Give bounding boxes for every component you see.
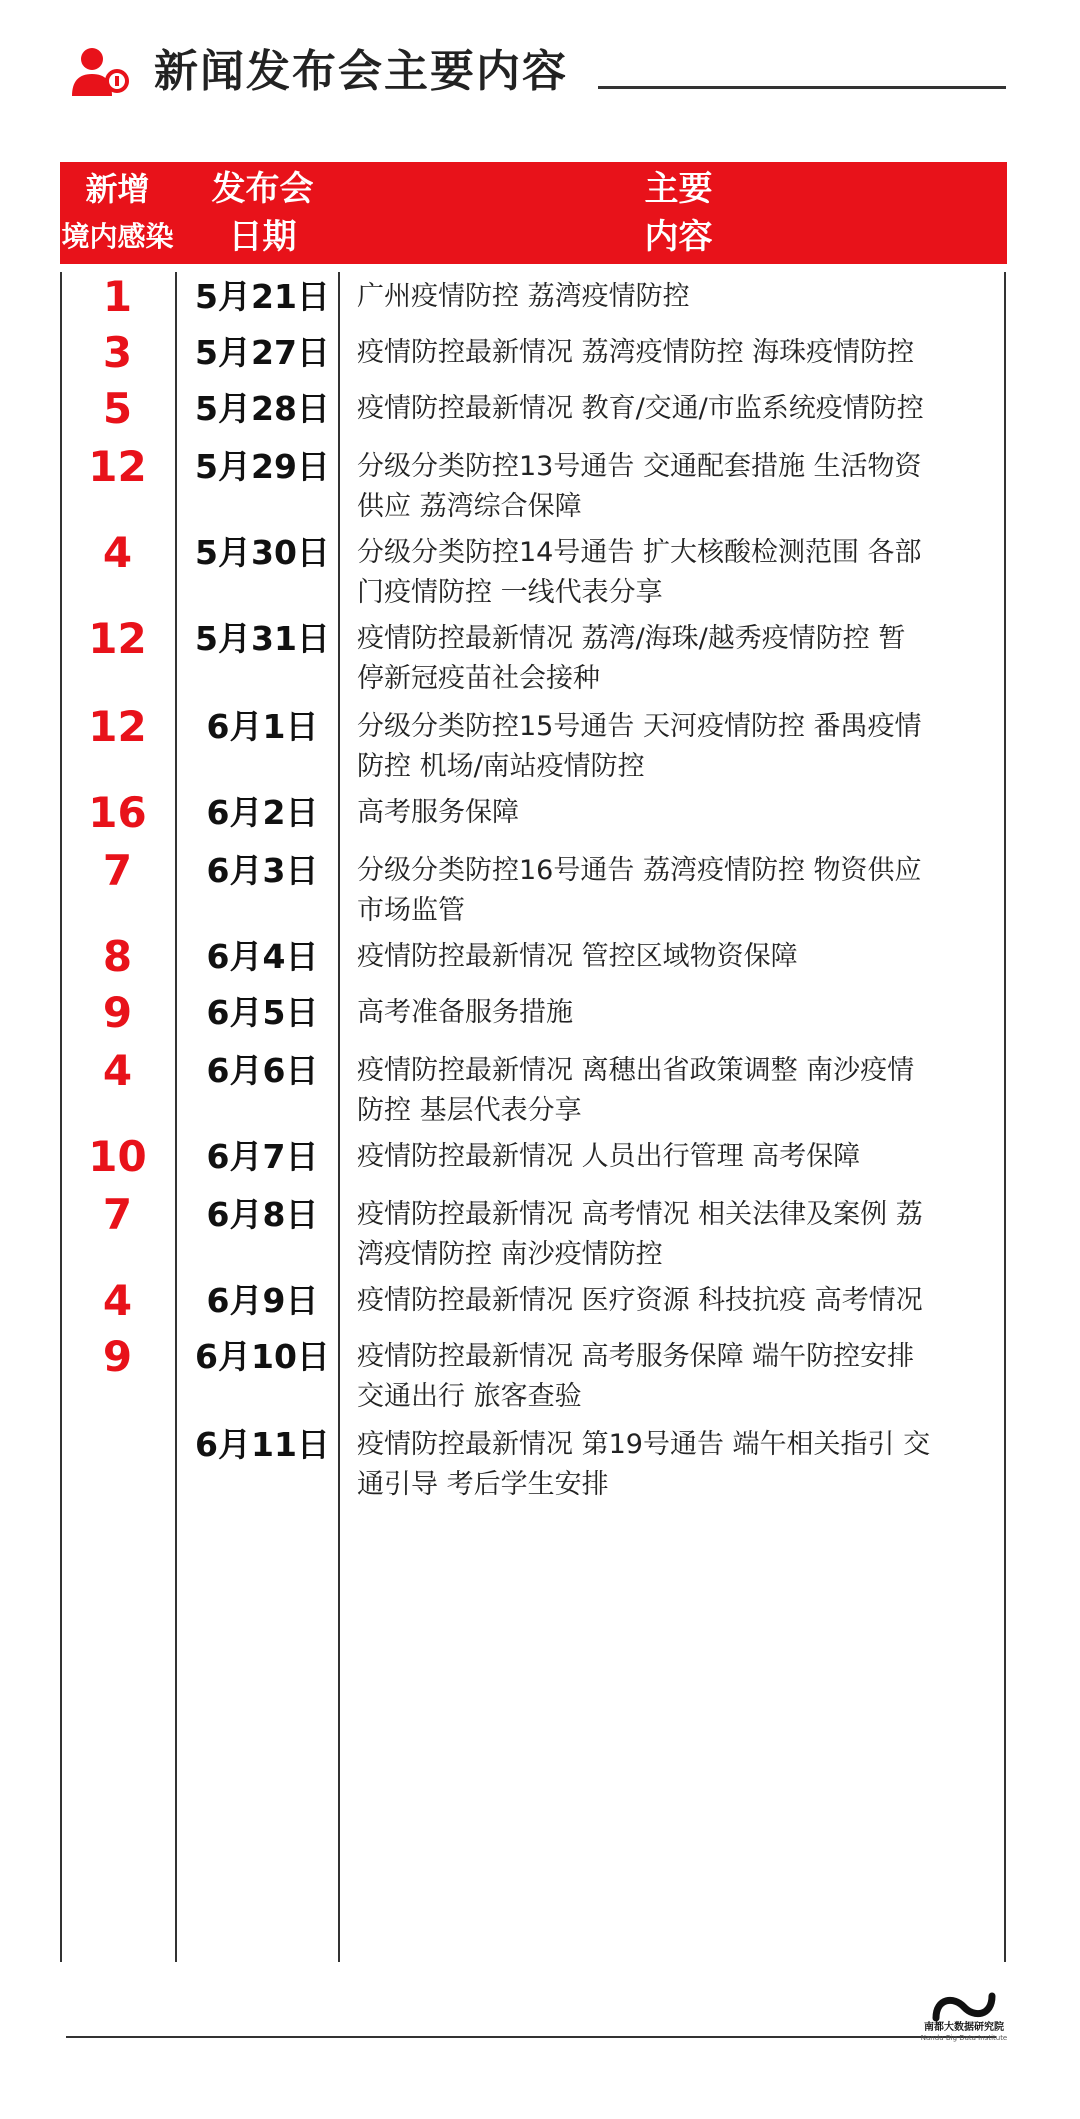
institute-logo <box>914 1992 1014 2054</box>
column-divider-1 <box>175 272 177 1962</box>
new-cases-value: 4 <box>102 1276 133 1325</box>
new-cases-value: 9 <box>102 988 133 1037</box>
content-line: 高考服务保障 <box>357 797 519 828</box>
nandu-logo-icon <box>932 1992 996 2022</box>
content-line: 供应 荔湾综合保障 <box>357 491 582 522</box>
content-line: 湾疫情防控 南沙疫情防控 <box>357 1239 663 1270</box>
press-conference-table <box>60 272 1007 1962</box>
content-line: 疫情防控最新情况 离穗出省政策调整 南沙疫情 <box>357 1055 915 1086</box>
conference-date: 6月5日 <box>206 993 319 1032</box>
conference-content <box>357 1190 992 1275</box>
conference-date: 6月2日 <box>206 793 319 832</box>
logo-name-cn: 南都大数据研究院 <box>924 2022 1004 2033</box>
conference-date: 6月3日 <box>206 851 319 890</box>
content-line: 交通出行 旅客查验 <box>357 1381 582 1412</box>
content-line: 门疫情防控 一线代表分享 <box>357 577 663 608</box>
conference-content <box>357 272 992 317</box>
conference-date: 5月29日 <box>195 447 330 486</box>
new-cases-value: 1 <box>102 272 133 321</box>
content-line: 市场监管 <box>357 895 465 926</box>
content-line: 广州疫情防控 荔湾疫情防控 <box>357 281 690 312</box>
content-line: 防控 基层代表分享 <box>357 1095 582 1126</box>
column-header-content-line2: 内容 <box>644 217 713 257</box>
content-line: 防控 机场/南站疫情防控 <box>357 751 645 782</box>
content-line: 疫情防控最新情况 荔湾疫情防控 海珠疫情防控 <box>357 337 915 368</box>
conference-date: 6月11日 <box>195 1425 330 1464</box>
conference-content <box>357 528 992 613</box>
table-border-left <box>60 272 62 1962</box>
conference-content <box>357 384 992 429</box>
new-cases-value: 8 <box>102 932 133 981</box>
new-cases-value: 4 <box>102 528 133 577</box>
column-header-content <box>350 162 1007 264</box>
new-cases-value: 7 <box>102 846 133 895</box>
conference-date: 6月1日 <box>206 707 319 746</box>
conference-content <box>357 702 992 787</box>
conference-date: 5月31日 <box>195 619 330 658</box>
content-line: 高考准备服务措施 <box>357 997 573 1028</box>
conference-content <box>357 846 992 931</box>
content-line: 疫情防控最新情况 高考情况 相关法律及案例 荔 <box>357 1199 923 1230</box>
conference-content <box>357 788 992 833</box>
content-line: 分级分类防控14号通告 扩大核酸检测范围 各部 <box>357 537 922 568</box>
conference-content <box>357 614 992 699</box>
new-cases-value: 5 <box>102 384 133 433</box>
new-cases-value: 9 <box>102 1332 133 1381</box>
column-header-date-line2: 日期 <box>228 217 297 257</box>
new-cases-value: 3 <box>102 328 133 377</box>
user-presenter-icon <box>70 46 132 98</box>
column-header-new-cases-line1: 新增 <box>85 170 150 208</box>
conference-content <box>357 988 992 1033</box>
header-rule <box>598 86 1006 89</box>
conference-date: 6月7日 <box>206 1137 319 1176</box>
new-cases-value: 16 <box>88 788 147 837</box>
conference-date: 6月8日 <box>206 1195 319 1234</box>
new-cases-value: 7 <box>102 1190 133 1239</box>
new-cases-value: 4 <box>102 1046 133 1095</box>
content-line: 疫情防控最新情况 医疗资源 科技抗疫 高考情况 <box>357 1285 923 1316</box>
footer-rule <box>66 2036 996 2038</box>
page-title: 新闻发布会主要内容 <box>154 46 568 97</box>
conference-content <box>357 1046 992 1131</box>
content-line: 疫情防控最新情况 管控区域物资保障 <box>357 941 798 972</box>
column-header-date-line1: 发布会 <box>211 169 314 209</box>
content-line: 疫情防控最新情况 人员出行管理 高考保障 <box>357 1141 861 1172</box>
content-line: 通引导 考后学生安排 <box>357 1469 609 1500</box>
column-header-date <box>175 162 350 264</box>
conference-content <box>357 1276 992 1321</box>
content-line: 分级分类防控15号通告 天河疫情防控 番禺疫情 <box>357 711 922 742</box>
conference-date: 6月10日 <box>195 1337 330 1376</box>
content-line: 停新冠疫苗社会接种 <box>357 663 600 694</box>
conference-date: 6月6日 <box>206 1051 319 1090</box>
content-line: 疫情防控最新情况 荔湾/海珠/越秀疫情防控 暂 <box>357 623 906 654</box>
column-header-new-cases-line2: 境内感染 <box>61 220 174 253</box>
conference-date: 5月27日 <box>195 333 330 372</box>
conference-content <box>357 1420 992 1505</box>
conference-date: 5月28日 <box>195 389 330 428</box>
table-header <box>60 162 1007 264</box>
content-line: 疫情防控最新情况 高考服务保障 端午防控安排 <box>357 1341 915 1372</box>
content-line: 分级分类防控13号通告 交通配套措施 生活物资 <box>357 451 922 482</box>
conference-content <box>357 328 992 373</box>
new-cases-value: 12 <box>88 614 147 663</box>
table-border-right <box>1004 272 1006 1962</box>
conference-date: 5月21日 <box>195 277 330 316</box>
conference-date: 6月4日 <box>206 937 319 976</box>
new-cases-value: 12 <box>88 702 147 751</box>
content-line: 分级分类防控16号通告 荔湾疫情防控 物资供应 <box>357 855 922 886</box>
column-divider-2 <box>338 272 340 1962</box>
conference-date: 5月30日 <box>195 533 330 572</box>
content-line: 疫情防控最新情况 教育/交通/市监系统疫情防控 <box>357 393 924 424</box>
conference-content <box>357 1132 992 1177</box>
new-cases-value: 10 <box>88 1132 147 1181</box>
logo-name-en: Nandu Big Data Institute <box>920 2034 1008 2042</box>
content-line: 疫情防控最新情况 第19号通告 端午相关指引 交 <box>357 1429 931 1460</box>
new-cases-value: 12 <box>88 442 147 491</box>
conference-content <box>357 442 992 527</box>
column-header-content-line1: 主要 <box>644 169 713 209</box>
conference-content <box>357 932 992 977</box>
conference-date: 6月9日 <box>206 1281 319 1320</box>
conference-content <box>357 1332 992 1417</box>
column-header-new-cases <box>60 162 175 264</box>
page-header <box>66 42 1006 102</box>
